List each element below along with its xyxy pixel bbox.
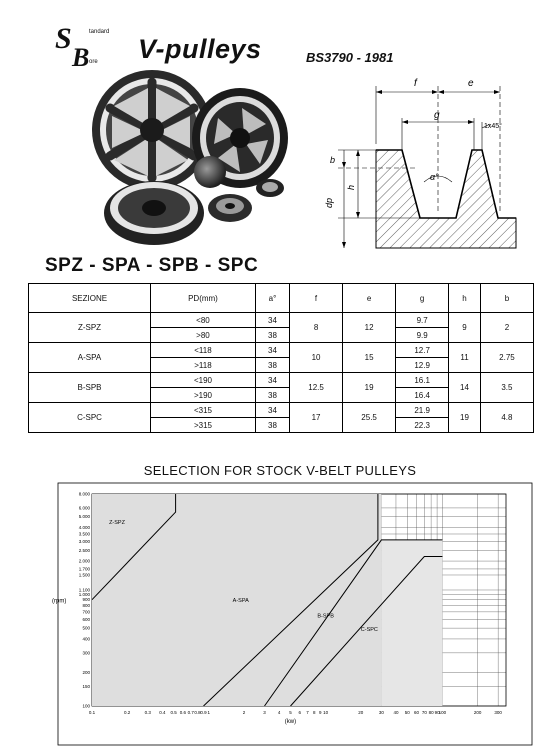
y-tick-label: 500 [82, 625, 90, 631]
h-cell: 14 [449, 373, 481, 403]
angle-cell: 38 [255, 328, 289, 343]
b-cell: 4.8 [480, 403, 533, 433]
dim-b-label: b [330, 155, 336, 165]
y-tick-label: 5.000 [78, 514, 90, 520]
g-cell: 12.7 [396, 343, 449, 358]
y-tick-label: 1.100 [78, 587, 90, 593]
e-cell: 15 [343, 343, 396, 373]
x-tick-label: 300 [494, 710, 502, 715]
logo-letter-s: S [55, 22, 72, 55]
logo-letter-b: B [72, 43, 90, 72]
y-tick-label: 2.500 [78, 547, 90, 553]
y-axis-label: (rpm) [52, 598, 67, 605]
col-header: f [290, 284, 343, 313]
y-tick-label: 1.000 [78, 592, 90, 598]
b-cell: 3.5 [480, 373, 533, 403]
x-tick-label: 0.9 [200, 710, 207, 715]
g-cell: 22.3 [396, 418, 449, 433]
series-label: Z-SPZ [109, 520, 125, 527]
x-tick-label: 80 [428, 710, 434, 715]
b-cell: 2 [480, 313, 533, 343]
dim-h-label: h [346, 184, 356, 190]
y-tick-label: 600 [82, 616, 90, 622]
y-tick-label: 1.700 [78, 566, 90, 572]
y-tick-label: 1.500 [78, 572, 90, 578]
logo-text-standard: tandard [89, 29, 110, 35]
x-tick-label: 1 [207, 710, 211, 715]
x-tick-label: 4 [277, 710, 281, 715]
x-axis-label: (kw) [284, 719, 297, 725]
g-cell: 9.7 [396, 313, 449, 328]
pd-cell: <80 [151, 313, 256, 328]
e-cell: 12 [343, 313, 396, 343]
x-tick-label: 20 [358, 710, 364, 715]
x-tick-label: 2 [242, 710, 246, 715]
table-row [29, 373, 534, 388]
x-tick-label: 0.5 [170, 710, 177, 715]
section-cell: A-SPA [29, 343, 151, 373]
pd-cell: >118 [151, 358, 256, 373]
g-cell: 9.9 [396, 328, 449, 343]
angle-cell: 38 [255, 388, 289, 403]
f-cell: 12.5 [290, 373, 343, 403]
logo-text-bore: ore [89, 59, 98, 65]
section-cell: Z-SPZ [29, 313, 151, 343]
shaded-region [381, 540, 442, 706]
h-cell: 9 [449, 313, 481, 343]
x-tick-label: 0.6 [179, 710, 187, 715]
x-tick-label: 8 [313, 710, 316, 715]
y-tick-label: 900 [82, 597, 90, 603]
x-tick-label: 0.4 [159, 710, 166, 715]
g-cell: 12.9 [396, 358, 449, 373]
table-row [29, 403, 534, 418]
y-tick-label: 200 [82, 669, 90, 675]
f-cell: 8 [290, 313, 343, 343]
angle-cell: 34 [255, 373, 289, 388]
x-tick-label: 200 [473, 710, 482, 715]
y-tick-label: 100 [82, 703, 90, 709]
selection-chart [0, 478, 560, 751]
y-tick-label: 3.000 [78, 538, 90, 544]
pd-cell: <315 [151, 403, 256, 418]
dim-f-label: f [414, 78, 417, 89]
pd-cell: <118 [151, 343, 256, 358]
g-cell: 16.4 [396, 388, 449, 403]
x-tick-label: 0.8 [194, 710, 201, 715]
x-tick-label: 0.1 [88, 710, 96, 715]
x-tick-label: 30 [378, 710, 384, 715]
brand-title: V-pulleys [138, 34, 262, 64]
angle-cell: 38 [255, 418, 289, 433]
y-tick-label: 2.000 [78, 558, 90, 564]
angle-cell: 34 [255, 403, 289, 418]
e-cell: 25.5 [343, 403, 396, 433]
x-tick-label: 9 [319, 710, 322, 715]
dim-dp-label: dp [324, 197, 334, 208]
pd-cell: >190 [151, 388, 256, 403]
h-cell: 11 [449, 343, 481, 373]
table-row [29, 313, 534, 328]
x-tick-label: 50 [404, 710, 410, 715]
f-cell: 17 [290, 403, 343, 433]
angle-cell: 38 [255, 358, 289, 373]
col-header: g [396, 284, 449, 313]
g-cell: 16.1 [396, 373, 449, 388]
section-cell: C-SPC [29, 403, 151, 433]
x-tick-label: 40 [393, 710, 399, 715]
dim-g-label: g [434, 110, 440, 121]
angle-cell: 34 [255, 343, 289, 358]
pd-cell: >315 [151, 418, 256, 433]
series-label: C-SPC [360, 627, 378, 634]
col-header: e [343, 284, 396, 313]
y-tick-label: 800 [82, 602, 90, 608]
y-tick-label: 8.000 [78, 491, 90, 497]
spec-table [28, 283, 534, 433]
standard-code: BS3790 - 1981 [306, 50, 394, 65]
angle-alpha-label: α° [430, 172, 439, 182]
x-tick-label: 0.3 [144, 710, 151, 715]
series-label: A-SPA [232, 597, 249, 604]
y-tick-label: 6.000 [78, 505, 90, 511]
col-header: a° [255, 284, 289, 313]
h-cell: 19 [449, 403, 481, 433]
x-tick-label: 60 [414, 710, 420, 715]
angle-cell: 34 [255, 313, 289, 328]
x-tick-label: 90 [434, 710, 440, 715]
x-tick-label: 6 [298, 710, 301, 715]
col-header: h [449, 284, 481, 313]
chart-title: SELECTION FOR STOCK V-BELT PULLEYS [143, 463, 417, 478]
f-cell: 10 [290, 343, 343, 373]
y-tick-label: 300 [82, 650, 90, 656]
g-cell: 21.9 [396, 403, 449, 418]
col-header: PD(mm) [151, 284, 256, 313]
x-tick-label: 0.2 [124, 710, 131, 715]
e-cell: 19 [343, 373, 396, 403]
pd-cell: <190 [151, 373, 256, 388]
x-tick-label: 0.7 [187, 710, 194, 715]
section-cell: B-SPB [29, 373, 151, 403]
x-tick-label: 5 [289, 710, 292, 715]
y-tick-label: 4.000 [78, 525, 90, 531]
x-tick-label: 10 [323, 710, 329, 715]
table-row [29, 343, 534, 358]
x-tick-label: 100 [438, 710, 447, 715]
series-label: B-SPB [317, 613, 334, 620]
b-cell: 2.75 [480, 343, 533, 373]
x-tick-label: 7 [306, 710, 309, 715]
y-tick-label: 150 [82, 683, 90, 689]
series-title: SPZ - SPA - SPB - SPC [45, 255, 259, 276]
x-tick-label: 70 [421, 710, 427, 715]
y-tick-label: 700 [82, 609, 90, 615]
chamfer-label: 1x45° [484, 123, 502, 130]
col-header: b [480, 284, 533, 313]
pd-cell: >80 [151, 328, 256, 343]
pulleys-photo [90, 68, 290, 248]
y-tick-label: 3.500 [78, 531, 90, 537]
col-header: SEZIONE [29, 284, 151, 313]
x-tick-label: 3 [263, 710, 266, 715]
groove-diagram [318, 72, 528, 252]
y-tick-label: 400 [82, 636, 90, 642]
table-header-row [29, 284, 534, 313]
dim-e-label: e [468, 78, 474, 89]
